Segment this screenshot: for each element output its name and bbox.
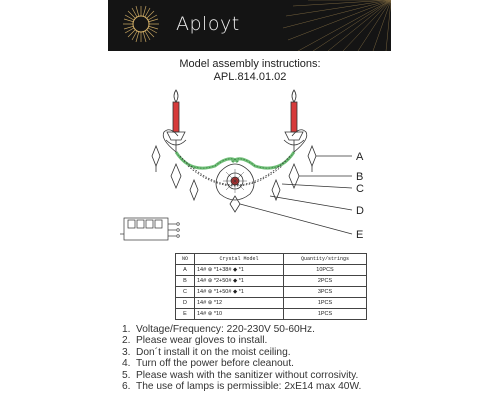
cell-qty: 3PCS bbox=[284, 287, 367, 298]
label-e: E bbox=[356, 229, 364, 241]
table-row bbox=[176, 309, 367, 320]
brand-banner bbox=[108, 0, 391, 51]
col-header-qty: Quantity/strings bbox=[284, 254, 367, 265]
label-b: B bbox=[356, 171, 364, 183]
candle-right bbox=[291, 102, 297, 132]
flame-right-icon bbox=[292, 90, 296, 102]
model-number: APL.814.01.02 bbox=[213, 71, 287, 83]
cell-no: B bbox=[176, 276, 195, 287]
cell-qty: 10PCS bbox=[284, 265, 367, 276]
instruction-list bbox=[122, 324, 361, 392]
flame-left-icon bbox=[174, 90, 178, 102]
candle-left bbox=[173, 102, 179, 132]
cell-crystal: 14# ⊛ *1+50# ◆ *1 bbox=[195, 287, 284, 298]
label-c: C bbox=[356, 183, 364, 195]
label-d: D bbox=[356, 205, 364, 217]
list-item: 2. Please wear gloves to install. bbox=[122, 335, 268, 347]
cell-crystal: 14# ⊛ *1+38# ◆ *1 bbox=[195, 265, 284, 276]
cell-crystal: 14# ⊛ *12 bbox=[195, 298, 284, 309]
parts-table bbox=[175, 253, 367, 320]
table-row bbox=[176, 287, 367, 298]
cell-no: C bbox=[176, 287, 195, 298]
cell-no: E bbox=[176, 309, 195, 320]
list-item: 4. Turn off the power before cleanout. bbox=[122, 358, 295, 370]
list-item: 3. Don´t install it on the moist ceiling. bbox=[122, 346, 291, 358]
cell-no: A bbox=[176, 265, 195, 276]
table-row bbox=[176, 276, 367, 287]
cell-no: D bbox=[176, 298, 195, 309]
label-a: A bbox=[356, 151, 364, 163]
cell-crystal: 14# ⊛ *2+50# ◆ *1 bbox=[195, 276, 284, 287]
list-item: 6. The use of lamps is permissible: 2xE14 max 40W. bbox=[122, 381, 362, 393]
col-header-no: NO bbox=[176, 254, 195, 265]
terminal-block-icon bbox=[120, 218, 179, 240]
list-item: 5. Please wash with the sanitizer without corrosivity. bbox=[122, 369, 359, 381]
cell-qty: 1PCS bbox=[284, 298, 367, 309]
col-header-crystal: Crystal Model bbox=[195, 254, 284, 265]
list-item: 1. Voltage/Frequency: 220-230V 50-60Hz. bbox=[122, 324, 315, 335]
table-row bbox=[176, 265, 367, 276]
cell-crystal: 14# ⊛ *10 bbox=[195, 309, 284, 320]
chandelier-diagram bbox=[120, 84, 380, 249]
cell-qty: 2PCS bbox=[284, 276, 367, 287]
page-title: Model assembly instructions: bbox=[179, 58, 321, 70]
brand-name: Aployt bbox=[176, 13, 240, 35]
cell-qty: 1PCS bbox=[284, 309, 367, 320]
table-row bbox=[176, 298, 367, 309]
sunburst-logo-icon bbox=[108, 0, 391, 51]
